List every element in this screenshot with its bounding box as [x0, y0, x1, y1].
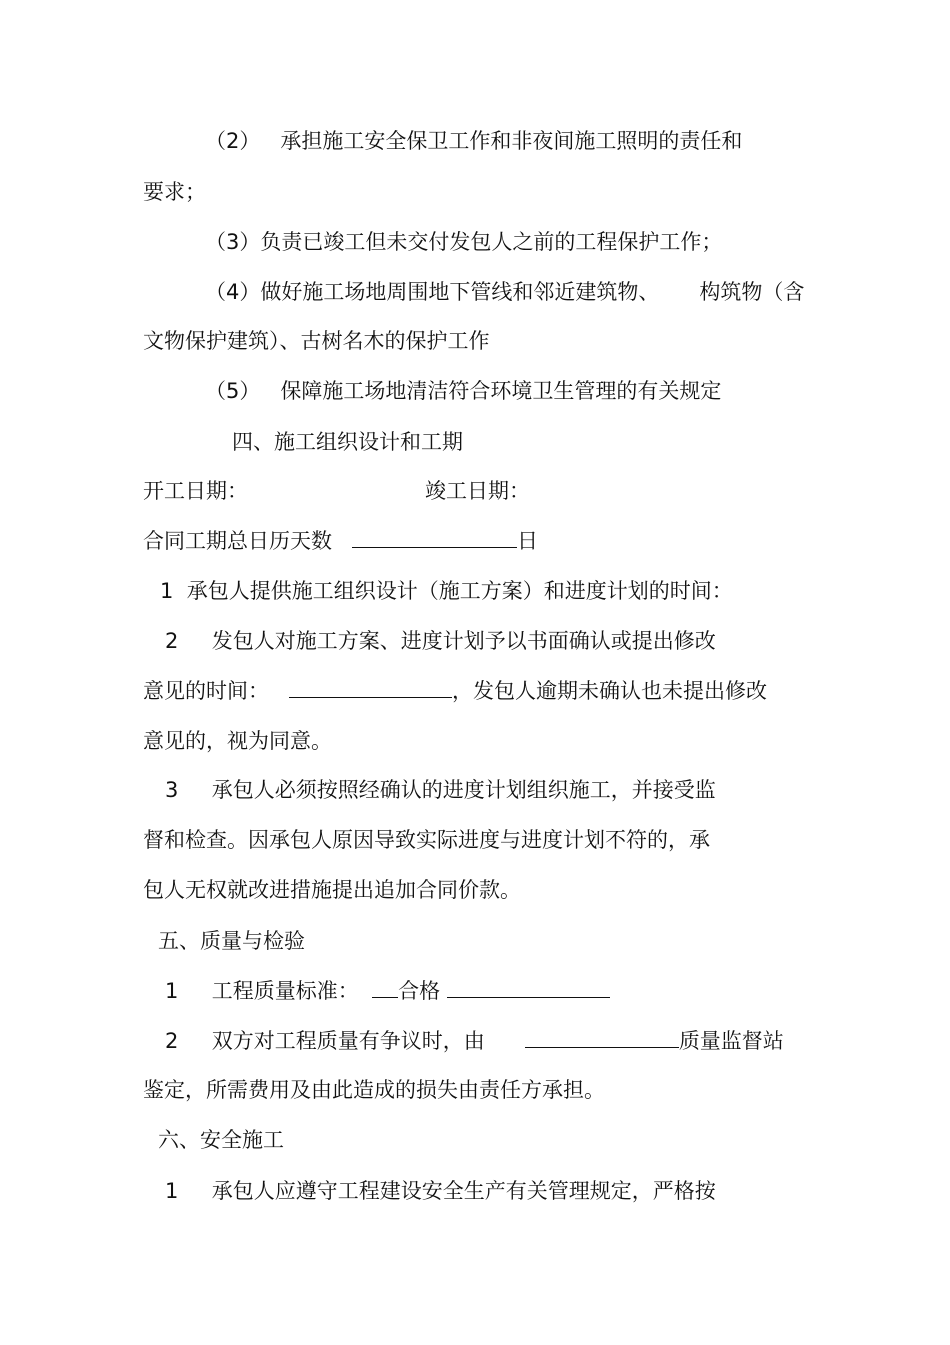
supervision-station-blank — [525, 1027, 679, 1048]
clause-3-line2: 督和检查。因承包人原因导致实际进度与进度计划不符的，承 — [143, 828, 710, 852]
clause-2-line2 — [143, 676, 767, 706]
duration-line — [143, 526, 538, 556]
item-2-line1: （2） 承担施工安全保卫工作和非夜间施工照明的责任和 — [205, 129, 743, 153]
quality-standard-line — [165, 976, 610, 1006]
clause-2-line1: 2 发包人对施工方案、进度计划予以书面确认或提出修改 — [165, 629, 716, 653]
item-4-line1: （4）做好施工场地周围地下管线和邻近建筑物、 构筑物（含 — [205, 280, 805, 304]
quality-dispute-line2: 鉴定，所需费用及由此造成的损失由责任方承担。 — [143, 1078, 605, 1102]
clause-2-line3: 意见的，视为同意。 — [143, 729, 332, 753]
item-5: （5） 保障施工场地清洁符合环境卫生管理的有关规定 — [205, 379, 722, 403]
end-date-label: 竣工日期： — [425, 479, 530, 503]
section-4-heading: 四、施工组织设计和工期 — [232, 430, 463, 454]
item-3: （3）负责已竣工但未交付发包人之前的工程保护工作； — [205, 230, 723, 254]
quality-trail-blank — [447, 977, 610, 998]
quality-dispute-suffix: 质量监督站 — [678, 1029, 784, 1053]
safety-item-1: 1 承包人应遵守工程建设安全生产有关管理规定，严格按 — [165, 1179, 716, 1203]
quality-standard-label: 1 工程质量标准： — [165, 979, 359, 1003]
clause-2-suffix: ，发包人逾期未确认也未提出修改 — [452, 679, 768, 703]
section-6-heading: 六、安全施工 — [158, 1128, 284, 1152]
item-2-line2: 要求； — [143, 180, 206, 204]
clause-2-prefix: 意见的时间： — [143, 679, 269, 703]
review-time-blank — [289, 677, 452, 698]
quality-dispute-line1 — [165, 1026, 784, 1056]
section-5-heading: 五、质量与检验 — [158, 929, 305, 953]
clause-3-line3: 包人无权就改进措施提出追加合同价款。 — [143, 878, 521, 902]
clause-1: 1 承包人提供施工组织设计（施工方案）和进度计划的时间： — [160, 579, 733, 603]
quality-dispute-prefix: 2 双方对工程质量有争议时，由 — [165, 1029, 485, 1053]
duration-blank — [352, 527, 517, 548]
duration-label: 合同工期总日历天数 — [143, 529, 332, 553]
quality-lead-blank — [372, 977, 398, 998]
clause-3-line1: 3 承包人必须按照经确认的进度计划组织施工，并接受监 — [165, 778, 716, 802]
item-4-line2: 文物保护建筑）、古树名木的保护工作 — [143, 329, 490, 353]
quality-standard-value: 合格 — [398, 979, 441, 1003]
start-date-label: 开工日期： — [143, 479, 248, 503]
duration-suffix: 日 — [517, 529, 539, 553]
